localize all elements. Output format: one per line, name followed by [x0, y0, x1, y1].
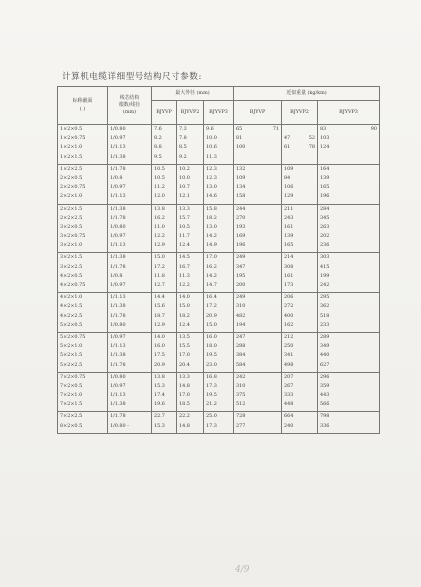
table-cell: 47 52 61 78	[282, 125, 318, 165]
table-cell: 303 415 199 242	[318, 253, 380, 293]
table-cell: 798 336	[318, 412, 380, 433]
table-cell: 14.0 15.0 18.2 12.4	[177, 293, 204, 333]
table-row-group	[58, 204, 380, 253]
table-cell: 1/0.97 1/1.13 1/1.38 1/1.78	[108, 332, 152, 372]
header-spec: 标称截面 ( )	[58, 87, 108, 125]
table-cell: 242 310 375 512	[234, 372, 282, 412]
table-cell: 249 347 195 200	[234, 253, 282, 293]
handwritten-note: 4/9	[235, 565, 250, 575]
table-row-group	[58, 125, 380, 165]
table-cell: 1/1.38 1/1.78 1/0.80 1/0.97 1/1.13	[108, 204, 152, 253]
table-cell: 25.0 17.3	[204, 412, 234, 433]
table-cell: 1/1.78 1/0.80 -	[108, 412, 152, 433]
table-cell: 12.3 12.3 13.0 14.6	[204, 164, 234, 204]
table-cell: 249 310 482 194	[234, 293, 282, 333]
table-row-group	[58, 332, 380, 372]
subheader: BJYVP3	[204, 101, 234, 125]
table-cell: 22.7 15.3	[152, 412, 177, 433]
table-cell: 13.8 16.2 11.0 12.2 12.9	[152, 204, 177, 253]
table-row-group	[58, 293, 380, 333]
table-cell: 13.5 15.5 17.0 20.4	[177, 332, 204, 372]
table-cell: 206 272 400 162	[282, 293, 318, 333]
table-cell: 17.0 16.2 14.2 14.7	[204, 253, 234, 293]
table-cell: 16.4 17.2 20.9 15.0	[204, 293, 234, 333]
subheader: BJYVP2	[177, 101, 204, 125]
spec-table	[57, 86, 380, 434]
table-cell: 1×2×0.5 1×2×0.75 1×2×1.0 1×2×1.5	[58, 125, 108, 165]
subheader: BJYVP2	[282, 101, 318, 125]
table-row-group	[58, 412, 380, 433]
subheader: BJYVP	[234, 101, 282, 125]
table-cell: 14.5 16.7 11.3 12.2	[177, 253, 204, 293]
table-cell: 7×2×2.5 8×2×0.5	[58, 412, 108, 433]
table-cell: 1/1.78 1/0.8 1/0.97 1/1.13	[108, 164, 152, 204]
subheader: BJYVP3	[318, 101, 380, 125]
table-cell: 13.8 15.3 17.4 19.6	[152, 372, 177, 412]
table-cell: 295 362 518 233	[318, 293, 380, 333]
table-cell: 65 71 81 100	[234, 125, 282, 165]
table-cell: 3×2×1.5 3×2×2.5 4×2×0.5 4×2×0.75	[58, 253, 108, 293]
table-cell: 132 109 134 158	[234, 164, 282, 204]
table-cell: 247 288 384 584	[234, 332, 282, 372]
table-cell: 1/0.80 1/0.97 1/1.13 1/1.38	[108, 125, 152, 165]
table-cell: 207 267 333 448	[282, 372, 318, 412]
header-strand: 线芯结构 根数/线径 (mm)	[108, 87, 152, 125]
table-cell: 211 243 161 139 165	[282, 204, 318, 253]
table-cell: 289 349 440 627	[318, 332, 380, 372]
table-cell: 4×2×1.0 4×2×1.5 4×2×2.5 5×2×0.5	[58, 293, 108, 333]
table-cell: 7.3 7.8 8.5 9.2	[177, 125, 204, 165]
table-cell: 1/1.13 1/1.38 1/1.78 1/0.80	[108, 293, 152, 333]
subheader: BJYVP	[152, 101, 177, 125]
table-cell: 13.3 15.7 10.5 11.7 12.4	[177, 204, 204, 253]
table-cell: 2×2×1.5 2×2×2.5 3×2×0.5 3×2×0.75 3×2×1.0	[58, 204, 108, 253]
table-cell: 10.2 10.0 10.7 12.1	[177, 164, 204, 204]
table-cell: 284 345 263 202 236	[318, 204, 380, 253]
table-cell: 13.3 14.8 17.0 18.5	[177, 372, 204, 412]
table-cell: 14.4 15.6 18.7 12.9	[152, 293, 177, 333]
table-cell: 109 84 106 129	[282, 164, 318, 204]
table-cell: 664 240	[282, 412, 318, 433]
table-cell: 244 270 193 169 196	[234, 204, 282, 253]
document-title: 计算机电缆详细型号结构尺寸参数:	[62, 72, 202, 82]
header-weight: 近似重量 (kg/km)	[234, 87, 380, 101]
table-cell: 214 308 161 173	[282, 253, 318, 293]
table-cell: 1×2×2.5 2×2×0.5 2×2×0.75 2×2×1.0	[58, 164, 108, 204]
table-cell: 14.0 16.0 17.5 20.9	[152, 332, 177, 372]
table-row-group	[58, 253, 380, 293]
table-cell: 15.0 17.2 11.8 12.7	[152, 253, 177, 293]
table-cell: 22.2 14.8	[177, 412, 204, 433]
table-cell: 10.5 10.5 11.2 12.0	[152, 164, 177, 204]
table-cell: 15.8 18.2 13.0 14.2 14.9	[204, 204, 234, 253]
table-cell: 212 250 341 498	[282, 332, 318, 372]
table-cell: 728 277	[234, 412, 282, 433]
table-cell: 83 90 103 124	[318, 125, 380, 165]
table-cell: 1/1.38 1/1.78 1/0.8 1/0.97	[108, 253, 152, 293]
table-cell: 9.6 10.0 10.6 11.3	[204, 125, 234, 165]
table-cell: 7×2×0.75 7×2×0.5 7×2×1.0 7×2×1.5	[58, 372, 108, 412]
table-cell: 16.0 18.0 19.5 23.0	[204, 332, 234, 372]
table-cell: 16.8 17.3 19.5 21.2	[204, 372, 234, 412]
table-cell: 5×2×0.75 5×2×1.0 5×2×1.5 5×2×2.5	[58, 332, 108, 372]
table-row-group	[58, 164, 380, 204]
table-cell: 7.6 8.2 8.8 9.5	[152, 125, 177, 165]
table-cell: 1/0.80 1/0.97 1/1.13 1/1.38	[108, 372, 152, 412]
table-cell: 164 139 165 196	[318, 164, 380, 204]
table-cell: 296 359 443 566	[318, 372, 380, 412]
header-max-od: 最大外径 (mm)	[152, 87, 234, 101]
table-row-group	[58, 372, 380, 412]
